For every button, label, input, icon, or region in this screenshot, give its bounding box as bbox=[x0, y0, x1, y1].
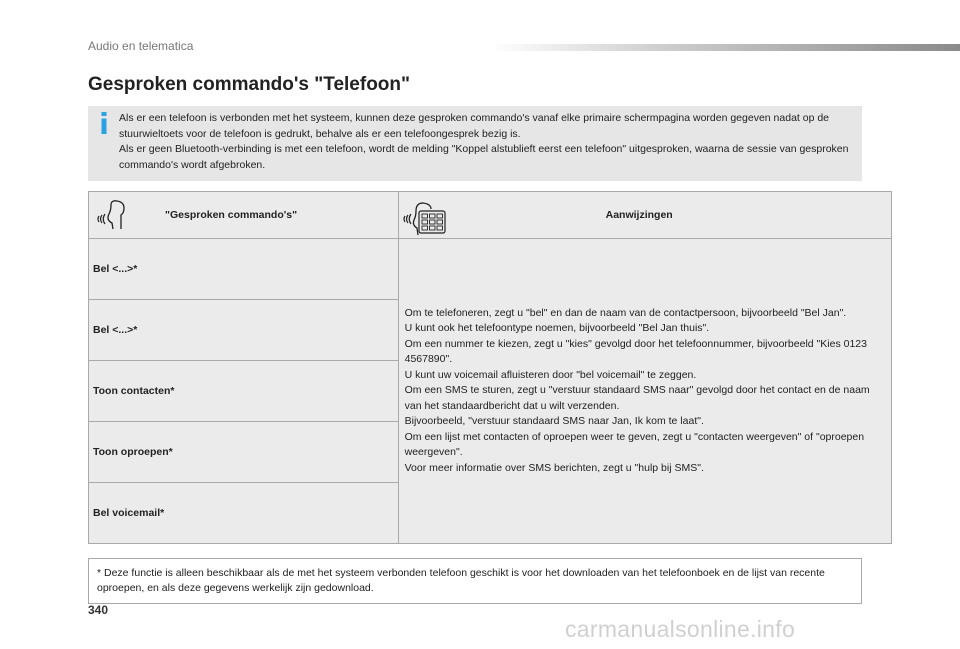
command-cell: Bel <...>* bbox=[89, 300, 399, 361]
instruction-line: U kunt ook het telefoontype noemen, bijvoorbeeld "Bel Jan thuis". bbox=[404, 322, 710, 335]
command-cell: Bel <...>* bbox=[89, 239, 399, 300]
table-row bbox=[89, 239, 892, 300]
instruction-line: Om een nummer te kiezen, zegt u "kies" gevolgd door het telefoonnummer, bijvoorbeeld "Kies 0123 4567890". bbox=[404, 337, 867, 366]
info-box bbox=[88, 106, 862, 181]
instruction-line: Voor meer informatie over SMS berichten, zegt u "hulp bij SMS". bbox=[404, 461, 704, 474]
footnote-text: * Deze functie is alleen beschikbaar als de met het systeem verbonden telefoon geschikt is voor het downloaden van het telefoonboek en de lijst van recente oproepen, en als deze gegevens werkelijk zijn gedownload. bbox=[97, 567, 825, 594]
info-paragraph: Als er een telefoon is verbonden met het systeem, kunnen deze gesproken commando's vanaf elke primaire schermpagina worden gegeven nadat op de stuurwieltoets voor de telefoon is gedrukt, behalve als er een telefoongesprek bezig is. bbox=[119, 112, 830, 140]
instruction-line: Om een lijst met contacten of oproepen weer te geven, zegt u "contacten weergeven" of "oproepen weergeven". bbox=[404, 430, 865, 459]
col-header-commands-label: "Gesproken commando's" bbox=[165, 209, 298, 221]
command-cell: Toon oproepen* bbox=[89, 422, 399, 483]
instruction-line: Om te telefoneren, zegt u "bel" en dan de naam van de contactpersoon, bijvoorbeeld "Bel Jan". bbox=[404, 306, 847, 319]
command-cell: Bel voicemail* bbox=[89, 483, 399, 544]
section-title: Audio en telematica bbox=[88, 39, 194, 53]
table-header-row bbox=[89, 192, 892, 239]
instruction-line: Om een SMS te sturen, zegt u "verstuur standaard SMS naar" gevolgd door het contact en de naam van het standaardbericht dat u wilt verzenden. bbox=[404, 384, 870, 412]
info-text bbox=[119, 111, 875, 174]
col-header-instructions bbox=[398, 192, 891, 239]
footnote-box bbox=[88, 558, 862, 604]
col-header-commands bbox=[89, 192, 399, 239]
info-paragraph: Als er geen Bluetooth-verbinding is met een telefoon, wordt de melding "Koppel alstublieft eerst een telefoon" uitgesproken, waarna de sessie van gesproken commando's wordt afgebroken. bbox=[119, 143, 849, 172]
voice-command-icon bbox=[97, 199, 127, 231]
col-header-instructions-label: Aanwijzingen bbox=[605, 209, 673, 221]
page-title: Gesproken commando's "Telefoon" bbox=[88, 74, 411, 95]
watermark: carmanualsonline.info bbox=[565, 616, 796, 642]
instruction-line: Bijvoorbeeld, "verstuur standaard SMS naar Jan, Ik kom te laat". bbox=[404, 415, 704, 428]
voice-phone-keypad-icon bbox=[403, 199, 449, 237]
info-icon bbox=[96, 112, 112, 134]
instruction-line: U kunt uw voicemail afluisteren door "bel voicemail" te zeggen. bbox=[404, 368, 697, 381]
instructions-cell bbox=[398, 239, 891, 544]
page-number: 340 bbox=[88, 603, 109, 617]
voice-command-table bbox=[88, 191, 892, 544]
header-gradient-bar bbox=[490, 44, 960, 51]
command-cell: Toon contacten* bbox=[89, 361, 399, 422]
